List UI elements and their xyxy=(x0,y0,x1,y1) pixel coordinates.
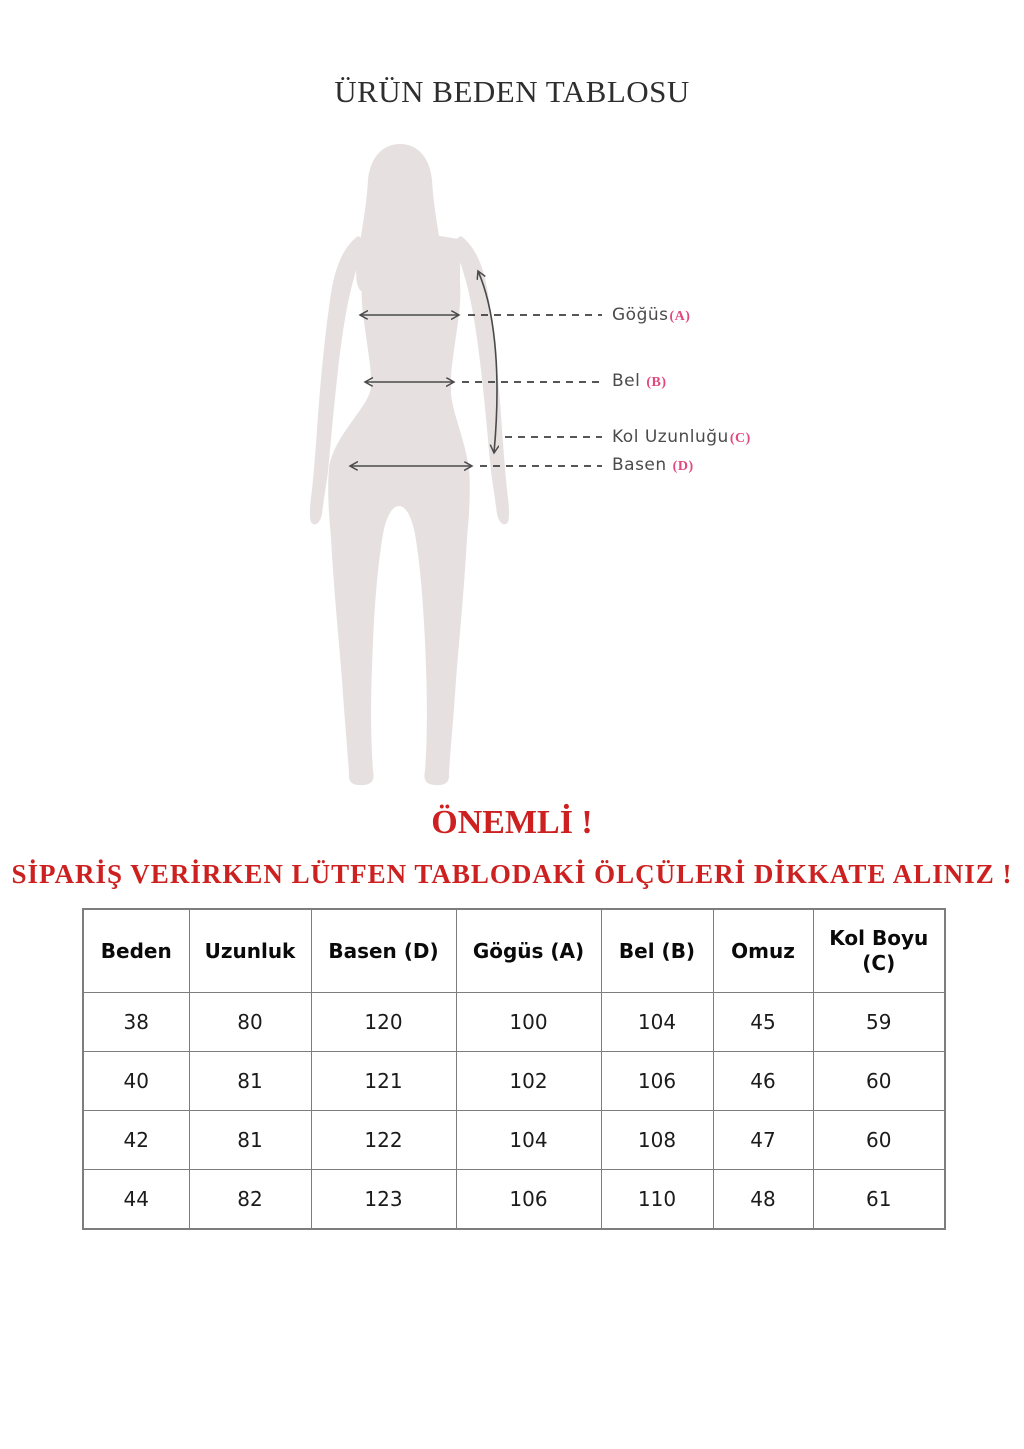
header-omuz: Omuz xyxy=(713,909,813,993)
size-table-header-row xyxy=(83,909,945,993)
cell: 102 xyxy=(456,1052,601,1111)
cell: 44 xyxy=(83,1170,189,1230)
page-title: ÜRÜN BEDEN TABLOSU xyxy=(334,74,690,109)
cell: 60 xyxy=(813,1111,945,1170)
cell: 121 xyxy=(311,1052,456,1111)
cell: 60 xyxy=(813,1052,945,1111)
cell: 61 xyxy=(813,1170,945,1230)
cell: 82 xyxy=(189,1170,311,1230)
cell: 40 xyxy=(83,1052,189,1111)
measurement-label-text: Basen xyxy=(612,455,667,475)
cell: 42 xyxy=(83,1111,189,1170)
cell: 122 xyxy=(311,1111,456,1170)
header-uzunluk: Uzunluk xyxy=(189,909,311,993)
measurement-label-basen xyxy=(612,455,694,477)
size-table xyxy=(82,908,946,1230)
cell: 45 xyxy=(713,993,813,1052)
cell: 48 xyxy=(713,1170,813,1230)
measurement-diagram xyxy=(280,130,610,790)
table-row-size-44 xyxy=(83,1170,945,1230)
cell: 47 xyxy=(713,1111,813,1170)
header-kol-boyu: Kol Boyu (C) xyxy=(813,909,945,993)
cell: 110 xyxy=(601,1170,713,1230)
measurement-letter-a: (A) xyxy=(669,309,691,324)
cell: 80 xyxy=(189,993,311,1052)
cell: 46 xyxy=(713,1052,813,1111)
measurement-letter-c: (C) xyxy=(729,431,751,446)
important-heading: ÖNEMLİ ! xyxy=(431,804,593,841)
cell: 59 xyxy=(813,993,945,1052)
warning-text: SİPARİŞ VERİRKEN LÜTFEN TABLODAKİ ÖLÇÜLERİ DİKKATE ALINIZ ! xyxy=(11,859,1013,889)
measurement-label-kol xyxy=(612,427,751,449)
cell: 106 xyxy=(456,1170,601,1230)
measurement-letter-d: (D) xyxy=(672,459,694,474)
cell: 38 xyxy=(83,993,189,1052)
cell: 81 xyxy=(189,1111,311,1170)
cell: 104 xyxy=(601,993,713,1052)
header-beden: Beden xyxy=(83,909,189,993)
measurement-label-text: Kol Uzunluğu xyxy=(612,427,729,447)
header-basen: Basen (D) xyxy=(311,909,456,993)
female-body-silhouette-icon xyxy=(310,144,509,785)
table-row-size-40 xyxy=(83,1052,945,1111)
cell: 106 xyxy=(601,1052,713,1111)
cell: 81 xyxy=(189,1052,311,1111)
cell: 104 xyxy=(456,1111,601,1170)
measurement-label-text: Göğüs xyxy=(612,305,669,325)
measurement-letter-b: (B) xyxy=(646,375,667,390)
cell: 100 xyxy=(456,993,601,1052)
cell: 123 xyxy=(311,1170,456,1230)
measurement-label-text: Bel xyxy=(612,371,641,391)
header-gogus: Gögüs (A) xyxy=(456,909,601,993)
cell: 120 xyxy=(311,993,456,1052)
measurement-label-bel xyxy=(612,371,667,393)
table-row-size-42 xyxy=(83,1111,945,1170)
header-bel: Bel (B) xyxy=(601,909,713,993)
table-row-size-38 xyxy=(83,993,945,1052)
cell: 108 xyxy=(601,1111,713,1170)
measurement-label-gogus xyxy=(612,305,690,327)
